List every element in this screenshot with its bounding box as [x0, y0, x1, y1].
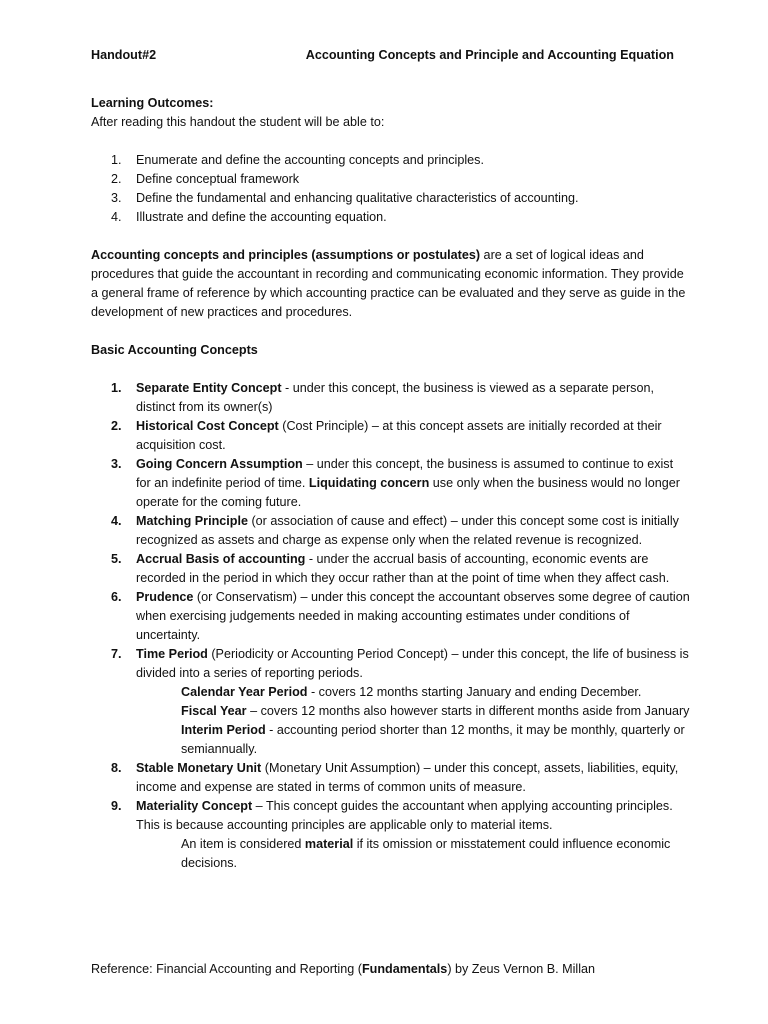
list-item: 1. Enumerate and define the accounting concepts and principles.: [111, 153, 484, 167]
definition-text: are a set of logical ideas and procedures that guide the accountant in recording and communicating economic information. They provide a general frame of reference by which accounting practice can be evaluated and they serve as guide in the development of new practices and procedures.: [91, 248, 686, 319]
concept-item: 7. Time Period (Periodicity or Accounting Period Concept) – under this concept, the life of business is divided into a series of reporting periods. Calendar Year Period - covers 12 months starting January and ending December. Fiscal Year – covers 12 months also however starts in different months aside from January Interim Period - accounting period shorter than 12 months, it may be monthly, quarterly or semiannually.: [91, 645, 691, 759]
concept-item: 4. Matching Principle (or association of cause and effect) – under this concept some cost is initially recognized as assets and charge as expense only when the related revenue is recognized.: [111, 514, 679, 547]
definition-term: Accounting concepts and principles (assumptions or postulates): [91, 248, 481, 262]
time-period-sub-item: Interim Period - accounting period shorter than 12 months, it may be monthly, quarterly or semiannually.: [181, 723, 685, 756]
list-item: 3. Define the fundamental and enhancing qualitative characteristics of accounting.: [111, 191, 579, 205]
list-item: 2. Define conceptual framework: [111, 172, 300, 186]
basic-concepts-list: [91, 379, 691, 873]
concept-item: 6. Prudence (or Conservatism) – under this concept the accountant observes some degree of caution when exercising judgements needed in making accounting estimates under conditions of uncertainty.: [111, 590, 690, 642]
handout-page: [91, 46, 691, 873]
concept-item: 8. Stable Monetary Unit (Monetary Unit Assumption) – under this concept, assets, liabilities, equity, income and expense are stated in terms of common units of measure.: [111, 761, 679, 794]
time-period-sub-item: Calendar Year Period - covers 12 months starting January and ending December.: [181, 685, 642, 699]
learning-outcomes-list: [91, 151, 691, 227]
reference-line: Reference: Financial Accounting and Reporting (Fundamentals) by Zeus Vernon B. Millan: [91, 962, 596, 976]
page-header: [91, 46, 674, 65]
definition-paragraph: [91, 246, 691, 322]
basic-concepts-heading: Basic Accounting Concepts: [91, 343, 258, 357]
concept-item: 1. Separate Entity Concept - under this concept, the business is viewed as a separate person, distinct from its owner(s): [111, 381, 654, 414]
list-item: 4. Illustrate and define the accounting equation.: [111, 210, 387, 224]
concept-item: 3. Going Concern Assumption – under this concept, the business is assumed to continue to exist for an indefinite period of time. Liquidating concern use only when the business would no longer operate for the coming future.: [111, 457, 680, 509]
concept-item: 5. Accrual Basis of accounting - under the accrual basis of accounting, economic events are recorded in the period in which they occur rather than at the point of time when they affect cash.: [111, 552, 670, 585]
concept-item: 9. Materiality Concept – This concept guides the accountant when applying accounting principles. This is because accounting principles are applicable only to material items. An item is considered material if its omission or misstatement could influence economic decisions.: [91, 797, 691, 873]
handout-number: Handout#2: [91, 48, 157, 62]
materiality-sub-item: An item is considered material if its omission or misstatement could influence economic decisions.: [181, 837, 671, 870]
handout-title: Accounting Concepts and Principle and Accounting Equation: [305, 48, 674, 62]
learning-outcomes-heading: Learning Outcomes:: [91, 96, 214, 110]
learning-outcomes-intro: After reading this handout the student will be able to:: [91, 115, 385, 129]
time-period-sub-item: Fiscal Year – covers 12 months also however starts in different months aside from January: [181, 704, 690, 718]
concept-item: 2. Historical Cost Concept (Cost Principle) – at this concept assets are initially recorded at their acquisition cost.: [111, 419, 662, 452]
